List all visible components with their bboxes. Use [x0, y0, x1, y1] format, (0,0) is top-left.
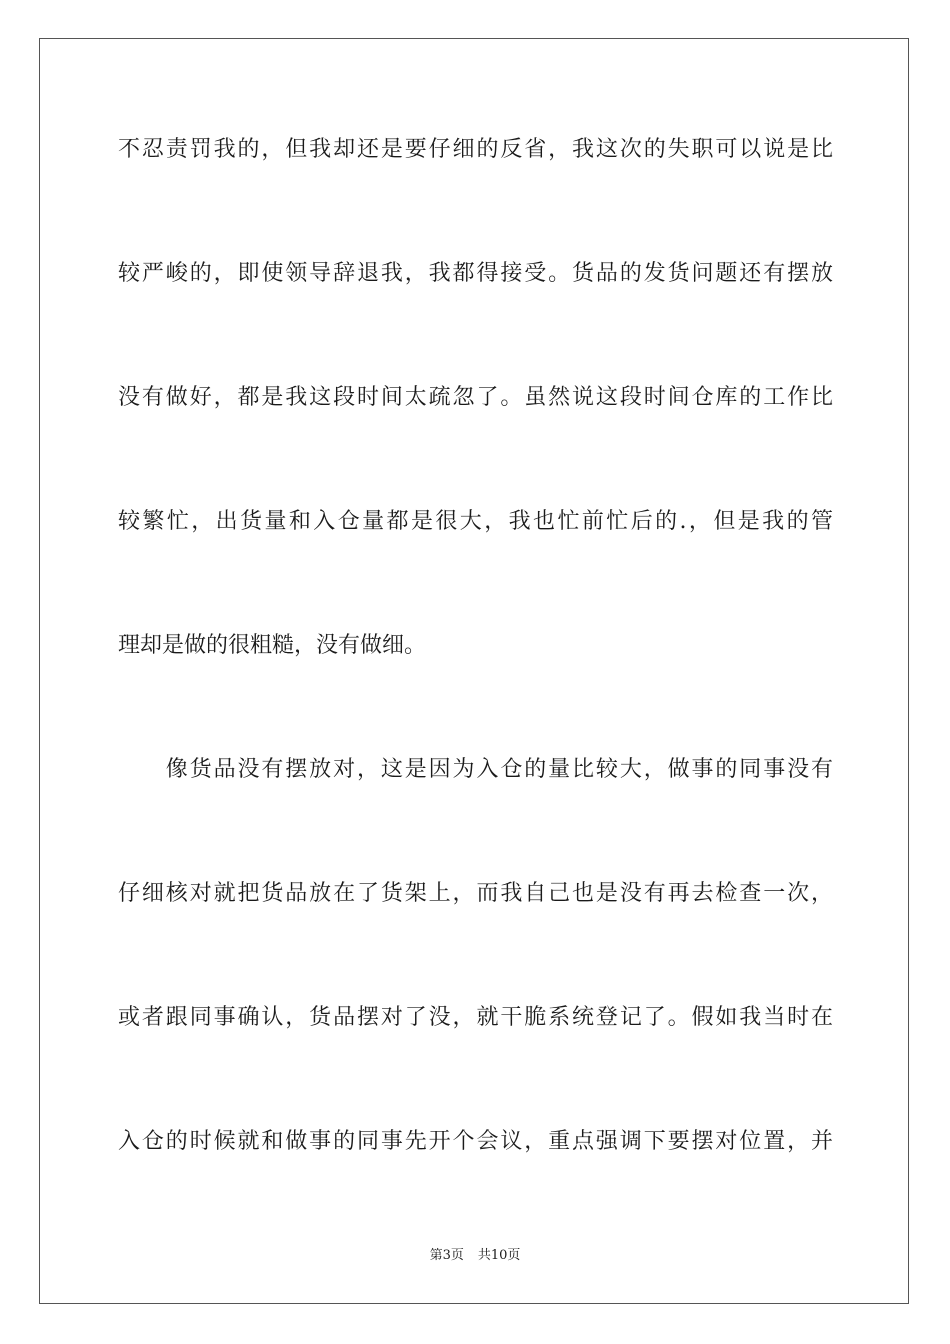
body-line-3: 没有做好，都是我这段时间太疏忽了。虽然说这段时间仓库的工作比	[118, 385, 833, 410]
page-total: 共10页	[477, 1248, 521, 1263]
body-line-2: 较严峻的，即使领导辞退我，我都得接受。货品的发货问题还有摆放	[118, 261, 833, 286]
page-border	[39, 38, 909, 1304]
body-line-1: 不忍责罚我的，但我却还是要仔细的反省，我这次的失职可以说是比	[118, 137, 833, 162]
body-line-7: 仔细核对就把货品放在了货架上，而我自己也是没有再去检查一次，	[118, 881, 833, 906]
body-line-5: 理却是做的很粗糙，没有做细。	[118, 633, 427, 658]
body-line-9: 入仓的时候就和做事的同事先开个会议，重点强调下要摆对位置，并	[118, 1129, 833, 1154]
page-number: 第3页	[429, 1248, 464, 1263]
body-line-4: 较繁忙，出货量和入仓量都是很大，我也忙前忙后的.，但是我的管	[118, 509, 833, 534]
body-line-8: 或者跟同事确认，货品摆对了没，就干脆系统登记了。假如我当时在	[118, 1005, 833, 1030]
body-line-6: 像货品没有摆放对，这是因为入仓的量比较大，做事的同事没有	[118, 757, 833, 782]
page-footer	[0, 1247, 950, 1265]
